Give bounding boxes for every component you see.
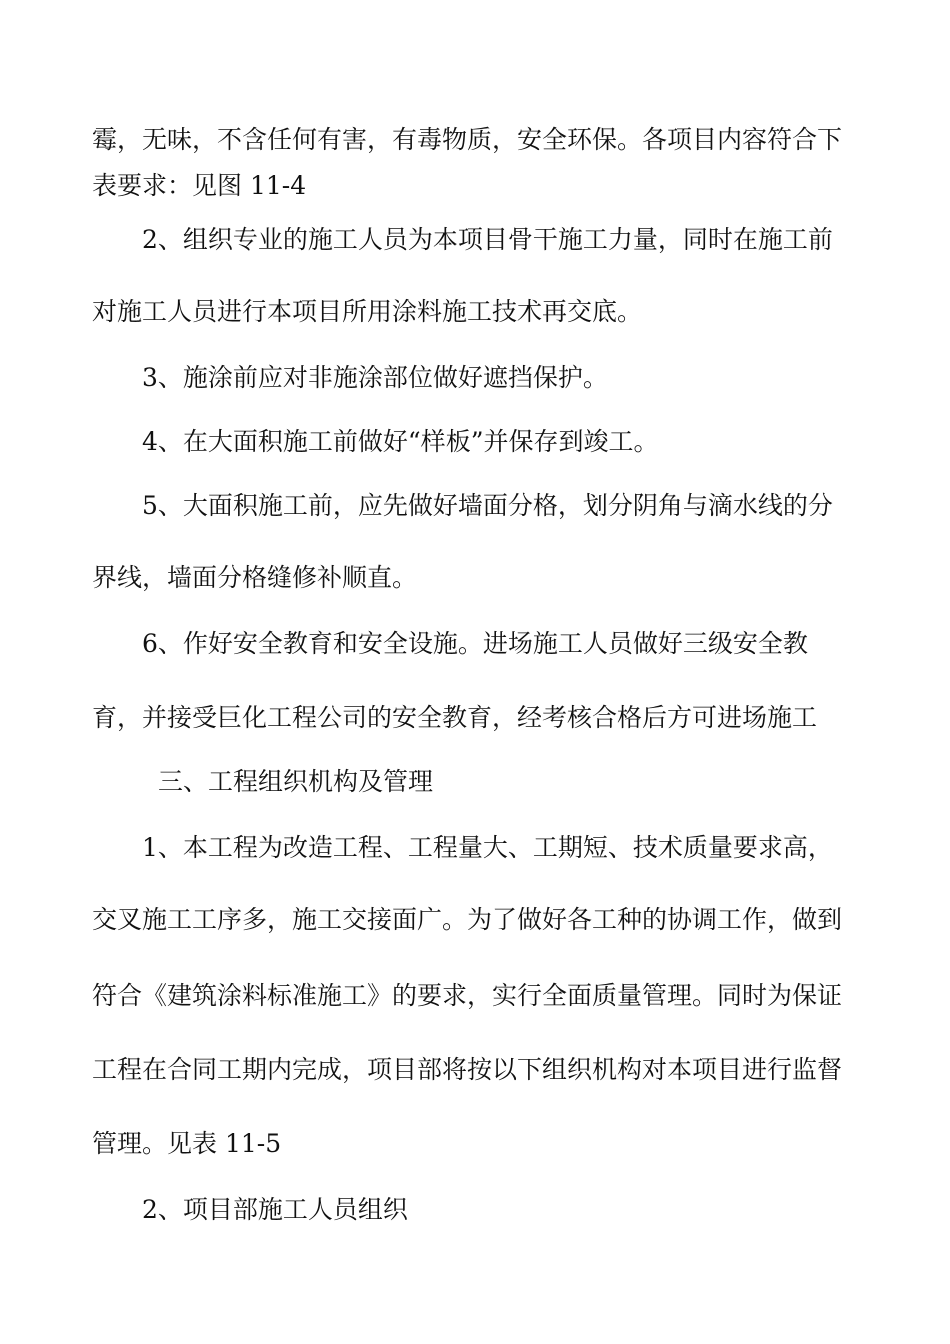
item-2-line-2: 对施工人员进行本项目所用涂料施工技术再交底。 (92, 297, 643, 326)
paragraph-line-1: 霉，无味，不含任何有害，有毒物质，安全环保。各项目内容符合下 (92, 125, 843, 154)
section-item-1-line-1: 1、本工程为改造工程、工程量大、工期短、技术质量要求高， (142, 833, 833, 862)
section-item-1-line-2: 交叉施工工序多，施工交接面广。为了做好各工种的协调工作，做到 (92, 905, 843, 934)
section-item-1-line-5: 管理。见表 11-5 (92, 1129, 282, 1158)
section-item-1-line-4: 工程在合同工期内完成，项目部将按以下组织机构对本项目进行监督 (92, 1055, 843, 1084)
item-2-line-1: 2、组织专业的施工人员为本项目骨干施工力量，同时在施工前 (142, 225, 833, 254)
paragraph-line-2: 表要求：见图 11-4 (92, 171, 307, 200)
item-4-line: 4、在大面积施工前做好“样板”并保存到竣工。 (142, 427, 659, 456)
item-5-line-2: 界线，墙面分格缝修补顺直。 (92, 563, 418, 592)
item-6-line-1: 6、作好安全教育和安全设施。进场施工人员做好三级安全教 (142, 629, 808, 658)
item-5-line-1: 5、大面积施工前，应先做好墙面分格，划分阴角与滴水线的分 (142, 491, 833, 520)
section-item-2-line: 2、项目部施工人员组织 (142, 1195, 408, 1224)
section-heading: 三、工程组织机构及管理 (158, 767, 434, 796)
item-3-line: 3、施涂前应对非施涂部位做好遮挡保护。 (142, 363, 608, 392)
section-item-1-line-3: 符合《建筑涂料标准施工》的要求，实行全面质量管理。同时为保证 (92, 981, 843, 1010)
item-6-line-2: 育，并接受巨化工程公司的安全教育，经考核合格后方可进场施工 (92, 703, 818, 732)
